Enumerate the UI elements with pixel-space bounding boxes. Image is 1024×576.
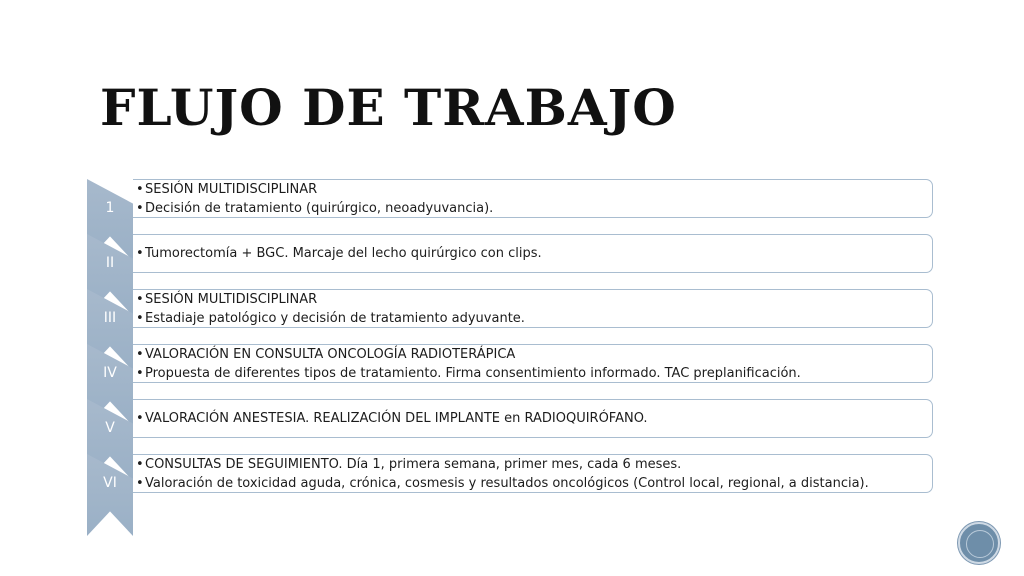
step-item: • SESIÓN MULTIDISCIPLINAR [133,180,932,199]
workflow-step-1 [0,179,1024,234]
slide-logo-icon [958,522,1000,564]
step-box [133,399,933,438]
logo-ring [966,530,994,558]
step-item: • VALORACIÓN ANESTESIA. REALIZACIÓN DEL IMPLANTE en RADIOQUIRÓFANO. [133,409,932,428]
step-item: • Tumorectomía + BGC. Marcaje del lecho quirúrgico con clips. [133,244,932,263]
step-items [133,290,932,327]
step-number: VI [103,475,117,491]
step-item: • CONSULTAS DE SEGUIMIENTO. Día 1, primera semana, primer mes, cada 6 meses. [133,455,932,474]
step-number: V [105,420,115,436]
step-items [133,400,932,437]
slide-title: FLUJO DE TRABAJO [100,78,677,137]
workflow-step-4 [0,344,1024,399]
step-items [133,455,932,492]
step-items [133,235,932,272]
step-item: • Valoración de toxicidad aguda, crónica, cosmesis y resultados oncológicos (Control local, regional, a distancia). [133,474,932,493]
step-number: IV [103,365,117,381]
step-item: • Decisión de tratamiento (quirúrgico, neoadyuvancia). [133,199,932,218]
step-number: 1 [105,200,115,216]
step-items [133,180,932,217]
workflow-step-2 [0,234,1024,289]
step-number: III [103,310,117,326]
workflow-step-3 [0,289,1024,344]
step-number: II [105,255,115,271]
step-box [133,289,933,328]
step-box [133,454,933,493]
step-box [133,234,933,273]
workflow-step-6 [0,454,1024,509]
workflow-step-5 [0,399,1024,454]
step-box [133,344,933,383]
step-box [133,179,933,218]
step-item: • Propuesta de diferentes tipos de tratamiento. Firma consentimiento informado. TAC preplanificación. [133,364,932,383]
step-item: • VALORACIÓN EN CONSULTA ONCOLOGÍA RADIOTERÁPICA [133,345,932,364]
step-item: • SESIÓN MULTIDISCIPLINAR [133,290,932,309]
step-chevron [87,454,133,536]
step-items [133,345,932,382]
step-item: • Estadiaje patológico y decisión de tratamiento adyuvante. [133,309,932,328]
